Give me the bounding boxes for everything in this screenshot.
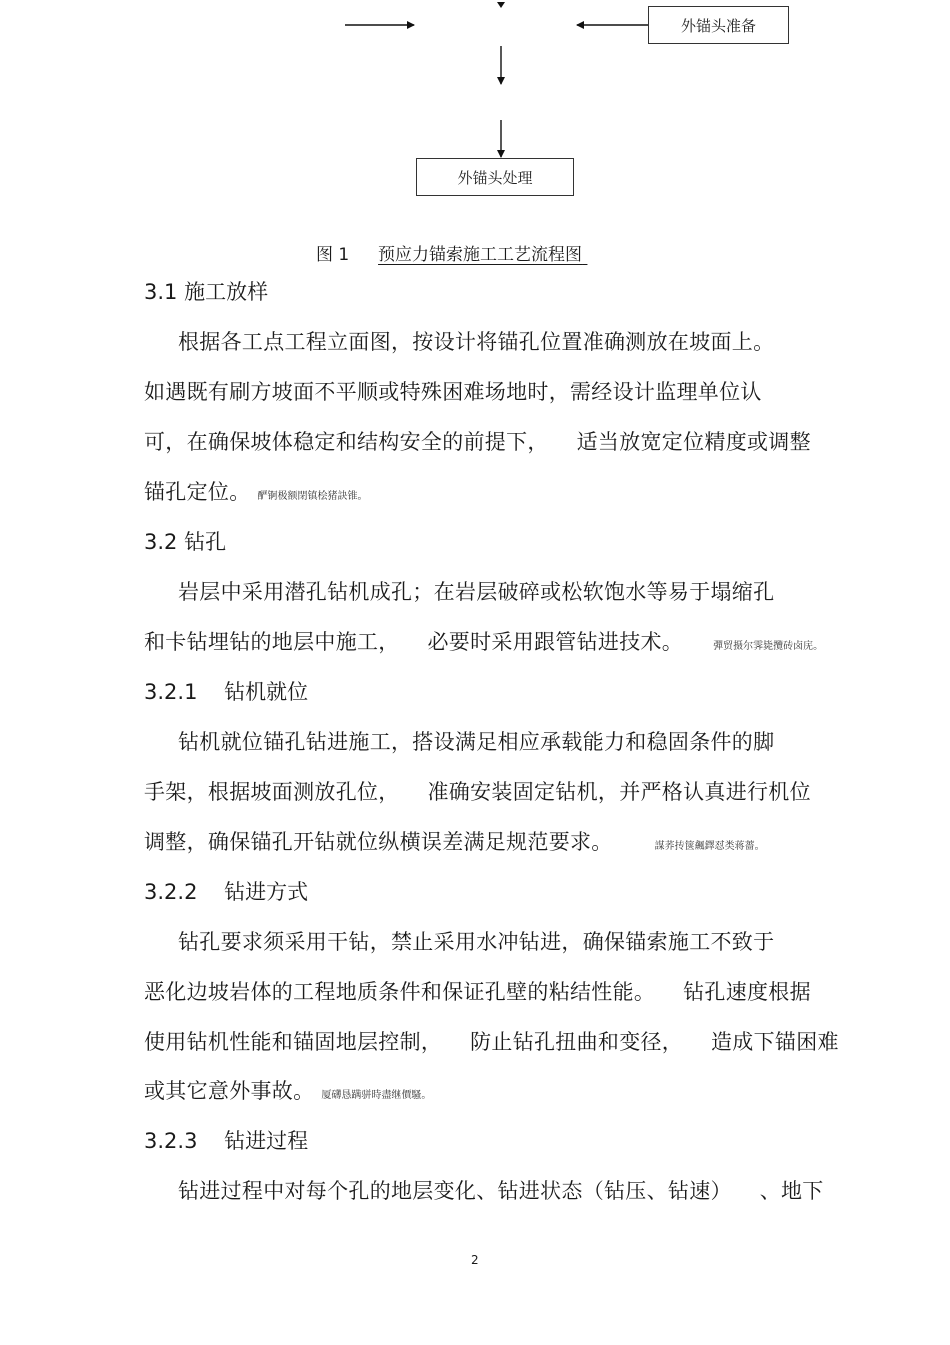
page-number: 2 [471, 1253, 479, 1267]
section-heading-3-2-2: 3.2.2 钻进方式 [144, 880, 309, 904]
garbled-watermark-text: 謀荞抟箧飆鐸怼类蒋薔。 [654, 841, 765, 852]
paragraph-text: 调整，确保锚孔开钻就位纵横误差满足规范要求。 [144, 830, 613, 854]
paragraph-line-with-note [144, 826, 765, 856]
section-heading-3-2: 3.2 钻孔 [144, 530, 227, 554]
figure-label: 图 1 [316, 245, 350, 265]
flow-box-process [416, 158, 574, 196]
figure-caption [316, 240, 600, 265]
paragraph-line: 手架，根据坡面测放孔位， 准确安装固定钻机，并严格认真进行机位 [144, 780, 811, 804]
section-heading-3-2-3: 3.2.3 钻进过程 [144, 1129, 309, 1153]
paragraph-line-with-note [144, 476, 367, 506]
paragraph-line: 根据各工点工程立面图，按设计将锚孔位置准确测放在坡面上。 [178, 330, 775, 354]
paragraph-line: 钻机就位锚孔钻进施工，搭设满足相应承载能力和稳固条件的脚 [178, 730, 775, 754]
paragraph-line: 可，在确保坡体稳定和结构安全的前提下， 适当放宽定位精度或调整 [144, 430, 811, 454]
paragraph-line: 钻孔要求须采用干钻，禁止采用水冲钻进，确保锚索施工不致于 [178, 930, 775, 954]
garbled-watermark-text: 酽锕极额閉镇桧猪訣锥。 [257, 491, 368, 502]
paragraph-line-with-note [144, 1075, 431, 1105]
flow-box-process-label: 外锚头处理 [457, 168, 533, 187]
paragraph-line: 钻进过程中对每个孔的地层变化、钻进状态（钻压、钻速） 、地下 [178, 1179, 824, 1203]
paragraph-line: 恶化边坡岩体的工程地质条件和保证孔壁的粘结性能。 钻孔速度根据 [144, 980, 811, 1004]
paragraph-text: 或其它意外事故。 [144, 1079, 315, 1103]
flow-box-prepare [648, 6, 789, 44]
section-heading-3-1: 3.1 施工放样 [144, 280, 269, 304]
paragraph-line-with-note [144, 626, 823, 656]
garbled-watermark-text: 彈贸摄尔霁毙攬砖卤庑。 [713, 641, 824, 652]
paragraph-line: 使用钻机性能和锚固地层控制， 防止钻孔扭曲和变径， 造成下锚困难 [144, 1030, 839, 1054]
garbled-watermark-text: 厦礴恳蹒骈時盡继價騷。 [321, 1090, 432, 1101]
arrow-tip-top [497, 2, 505, 8]
section-heading-3-2-1: 3.2.1 钻机就位 [144, 680, 309, 704]
paragraph-line: 如遇既有刷方坡面不平顺或特殊困难场地时，需经设计监理单位认 [144, 380, 762, 404]
figure-title: 预应力锚索施工工艺流程图 [378, 245, 583, 265]
paragraph-line: 岩层中采用潜孔钻机成孔；在岩层破碎或松软饱水等易于塌缩孔 [178, 580, 775, 604]
paragraph-text: 和卡钻埋钻的地层中施工， 必要时采用跟管钻进技术。 [144, 630, 684, 654]
paragraph-text: 锚孔定位。 [144, 480, 251, 504]
flow-box-prepare-label: 外锚头准备 [680, 16, 756, 35]
